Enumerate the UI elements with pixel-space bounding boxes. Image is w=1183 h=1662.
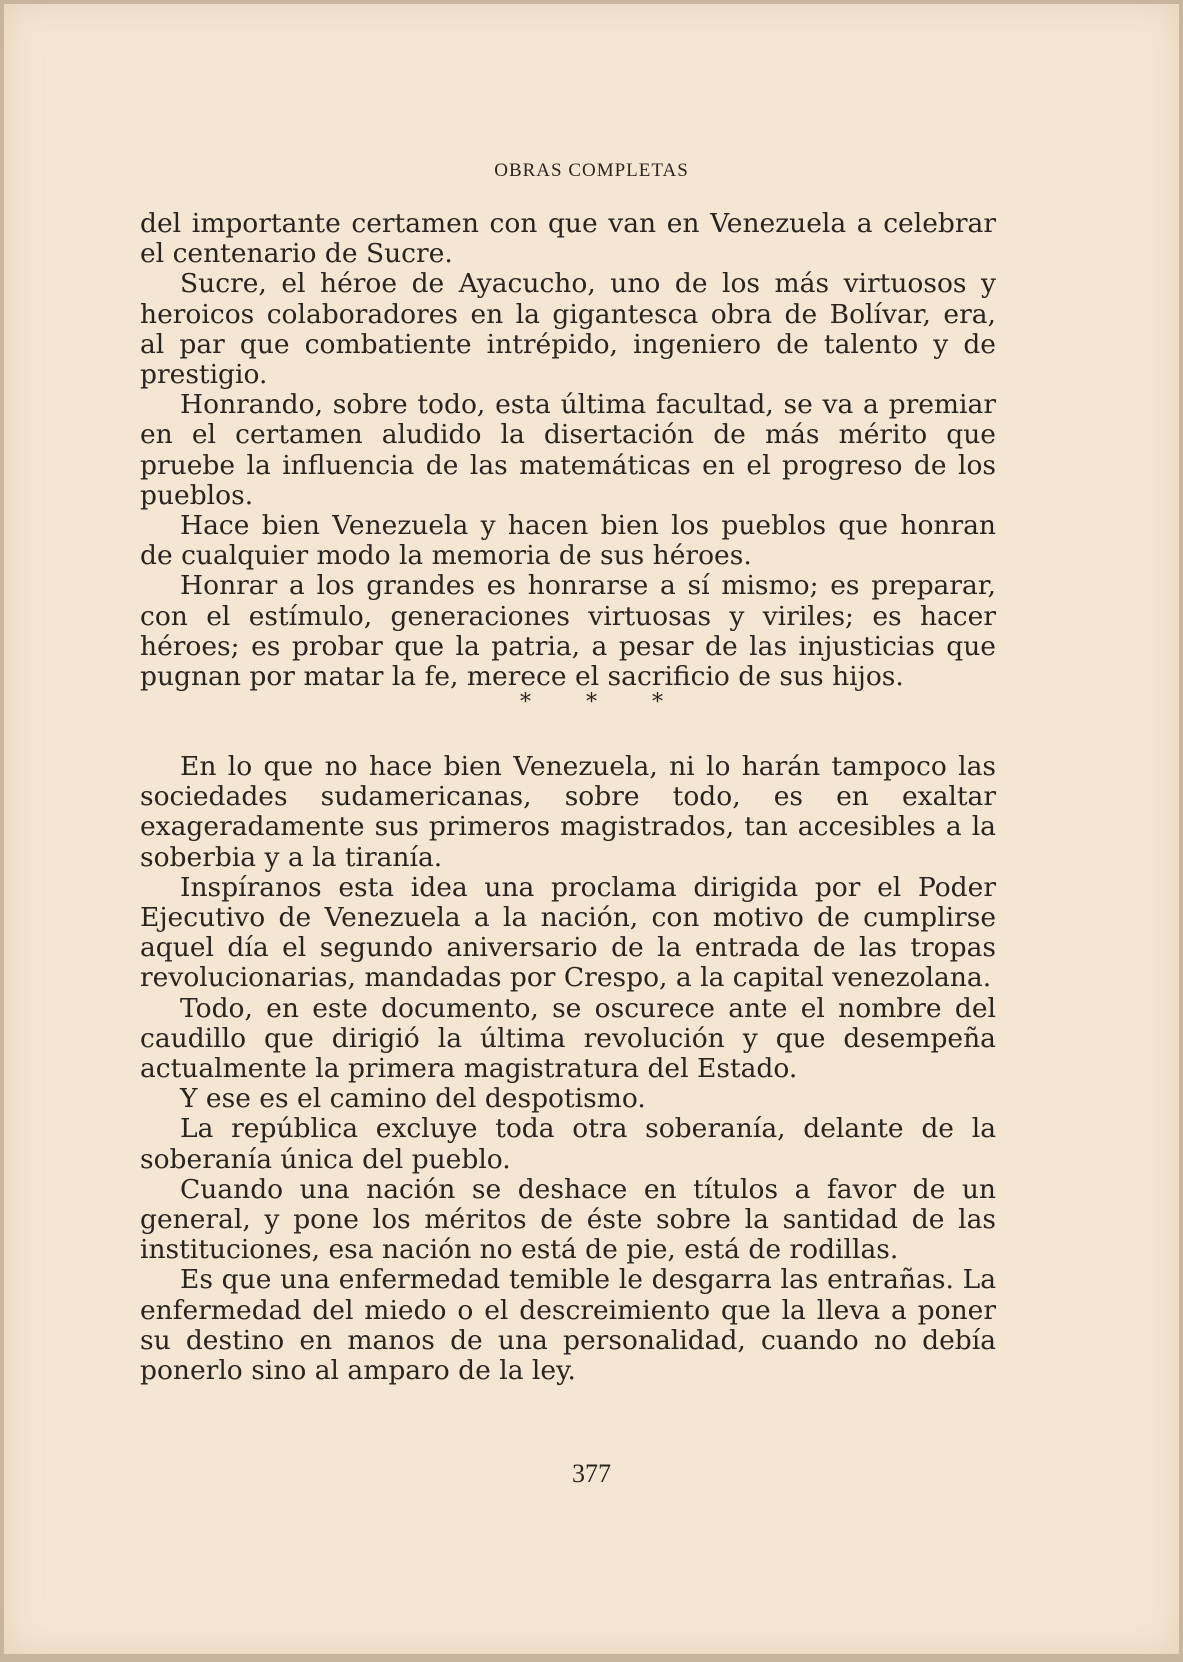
paragraph: Honrando, sobre todo, esta última facultad, se va a premiar en el certamen aludido la disertación de más mérito que pruebe la influencia de las matemáticas en el progreso de los pueblos. — [140, 389, 996, 511]
paragraph: Hace bien Venezuela y hacen bien los pueblos que honran de cualquier modo la memoria de sus héroes. — [140, 510, 996, 572]
paragraph: En lo que no hace bien Venezuela, ni lo harán tampoco las sociedades sudamericanas, sobre todo, es en exaltar exageradamente sus primeros magistrados, tan accesibles a la soberbia y a la tiranía. — [140, 751, 996, 873]
text-section-one — [140, 209, 996, 692]
paragraph: Cuando una nación se deshace en títulos a favor de un general, y pone los méritos de éste sobre la santidad de las instituciones, esa nación no está de pie, está de rodillas. — [140, 1173, 996, 1266]
running-header: OBRAS COMPLETAS — [494, 160, 689, 181]
paragraph: Inspíranos esta idea una proclama dirigida por el Poder Ejecutivo de Venezuela a la nación, con motivo de cumplirse aquel día el segundo aniversario de la entrada de las tropas revolucionarias, mandadas por Crespo, a la capital venezolana. — [140, 871, 996, 994]
paragraph: Honrar a los grandes es honrarse a sí mismo; es preparar, con el estímulo, generaciones virtuosas y viriles; es hacer héroes; es probar que la patria, a pesar de las injusticias que pugnan por matar la fe, merece el sacrificio de sus hijos. — [140, 570, 996, 693]
section-separator: * * * — [520, 690, 687, 715]
paragraph: Es que una enfermedad temible le desgarra las entrañas. La enfermedad del miedo o el descreimiento que la lleva a poner su destino en manos de una personalidad, cuando no debía ponerlo sino al amparo de la ley. — [140, 1264, 996, 1387]
book-page — [4, 4, 1179, 1654]
paragraph: Todo, en este documento, se oscurece ante el nombre del caudillo que dirigió la última revolución y que desempeña actualmente la primera magistratura del Estado. — [140, 992, 996, 1085]
paragraph: del importante certamen con que van en Venezuela a celebrar el centenario de Sucre. — [140, 208, 996, 270]
paragraph: Y ese es el camino del despotismo. — [180, 1083, 646, 1115]
page-number: 377 — [572, 1459, 611, 1488]
text-section-two — [140, 752, 996, 1386]
paragraph: Sucre, el héroe de Ayacucho, uno de los más virtuosos y heroicos colaboradores en la gigantesca obra de Bolívar, era, al par que combatiente intrépido, ingeniero de talento y de prestigio. — [140, 268, 996, 391]
paragraph: La república excluye toda otra soberanía, delante de la soberanía única del pueblo. — [140, 1113, 996, 1175]
